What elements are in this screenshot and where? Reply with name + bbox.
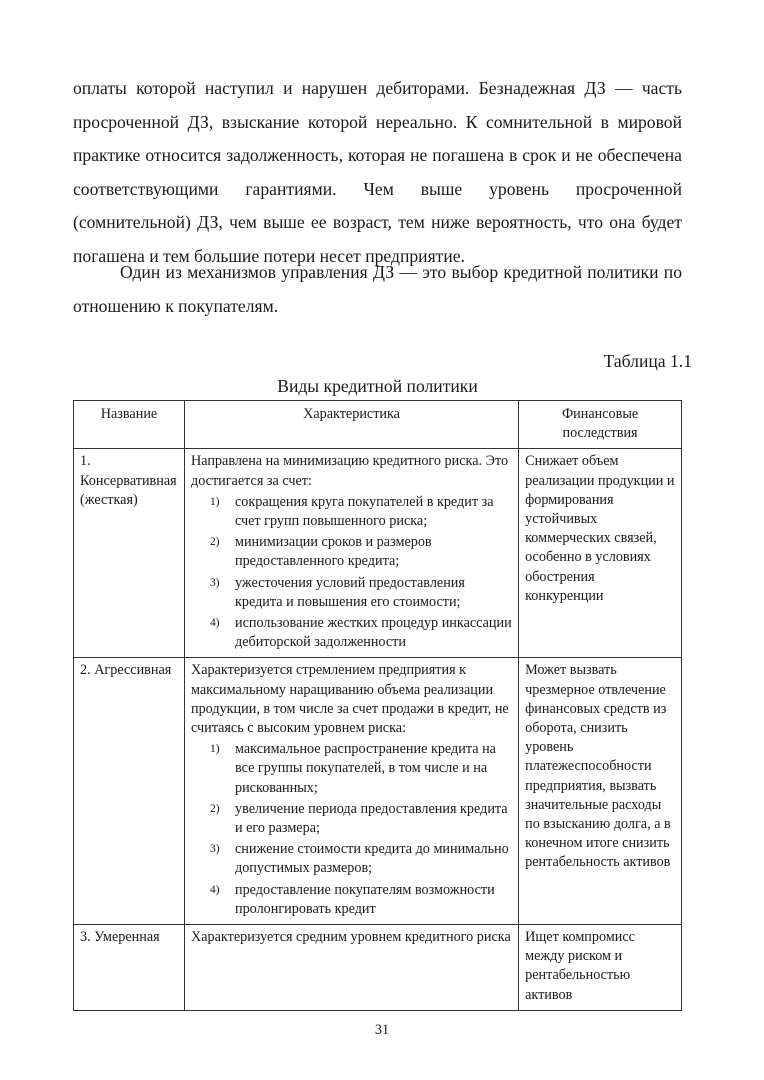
policy-characteristic: [184, 449, 518, 658]
table-row: [74, 658, 682, 925]
list-item: 4) использование жестких процедур инкассации дебиторской задолженности: [209, 615, 512, 651]
table-header-row: [74, 401, 682, 449]
policy-name: 3. Умеренная: [74, 925, 185, 1011]
page-number: 31: [374, 1022, 390, 1038]
table-label: Таблица 1.1: [603, 351, 692, 371]
table-row: [74, 449, 682, 658]
list-item: 3) ужесточения условий предоставления кредита и повышения его стоимости;: [209, 574, 465, 610]
policy-measures-list: [191, 740, 512, 919]
policy-characteristic: [184, 658, 518, 925]
policy-characteristic: [184, 925, 518, 1011]
body-paragraph-2: Один из механизмов управления ДЗ — это выбор кредитной политики по отношению к покупателям.: [73, 262, 682, 316]
list-item: 2) увеличение периода предоставления кредита и его размера;: [209, 800, 508, 837]
policy-description: Характеризуется стремлением предприятия к максимальному наращиванию объема реализации продукции, в том числе за счет продажи в кредит, не считаясь с высоким уровнем риска:: [190, 662, 509, 737]
header-name: Название: [74, 401, 185, 449]
policy-name: 2. Агрессивная: [74, 658, 185, 925]
header-characteristic: Характеристика: [184, 401, 518, 449]
policy-measures-list: [191, 493, 512, 653]
policy-consequences: Ищет компромисс между риском и рентабельностью активов: [519, 925, 682, 1011]
policy-description: Характеризуется средним уровнем кредитного риска: [190, 929, 511, 946]
policy-name: 1. Консервативная (жесткая): [74, 449, 185, 658]
credit-policy-table: [73, 400, 682, 1011]
policy-consequences: Может вызвать чрезмерное отвлечение финансовых средств из оборота, снизить уровень платежеспособности предприятия, вызвать значительные расходы по взысканию долга, а в конечном итоге снизить рентабельность активов: [519, 658, 682, 925]
body-paragraph-1: оплаты которой наступил и нарушен дебиторами. Безнадежная ДЗ — часть просроченной ДЗ, взыскание которой нереально. К сомнительной в мировой практике относится задолженность, которая не погашена в срок и не обеспечена соответствующими гарантиями. Чем выше уровень просроченной (сомнительной) ДЗ, чем выше ее возраст, тем ниже вероятность, что она будет погашена и тем большие потери несет предприятие.: [73, 78, 682, 266]
policy-description: Направлена на минимизацию кредитного риска. Это достигается за счет:: [190, 453, 509, 489]
policy-consequences: Снижает объем реализации продукции и формирования устойчивых коммерческих связей, особенно в условиях обострения конкуренции: [519, 449, 682, 658]
list-item: 4) предоставление покупателям возможности пролонгировать кредит: [209, 881, 495, 917]
list-item: 1) сокращения круга покупателей в кредит за счет групп повышенного риска;: [209, 493, 494, 530]
table-title: Виды кредитной политики: [277, 376, 478, 396]
header-consequences: Финансовые последствия: [519, 401, 682, 449]
table-row: [74, 925, 682, 1011]
list-item: 2) минимизации сроков и размеров предоставленного кредита;: [209, 534, 432, 570]
list-item: 1) максимальное распространение кредита на все группы покупателей, в том числе и на рискованных;: [209, 741, 496, 796]
list-item: 3) снижение стоимости кредита до минимально допустимых размеров;: [209, 841, 509, 877]
